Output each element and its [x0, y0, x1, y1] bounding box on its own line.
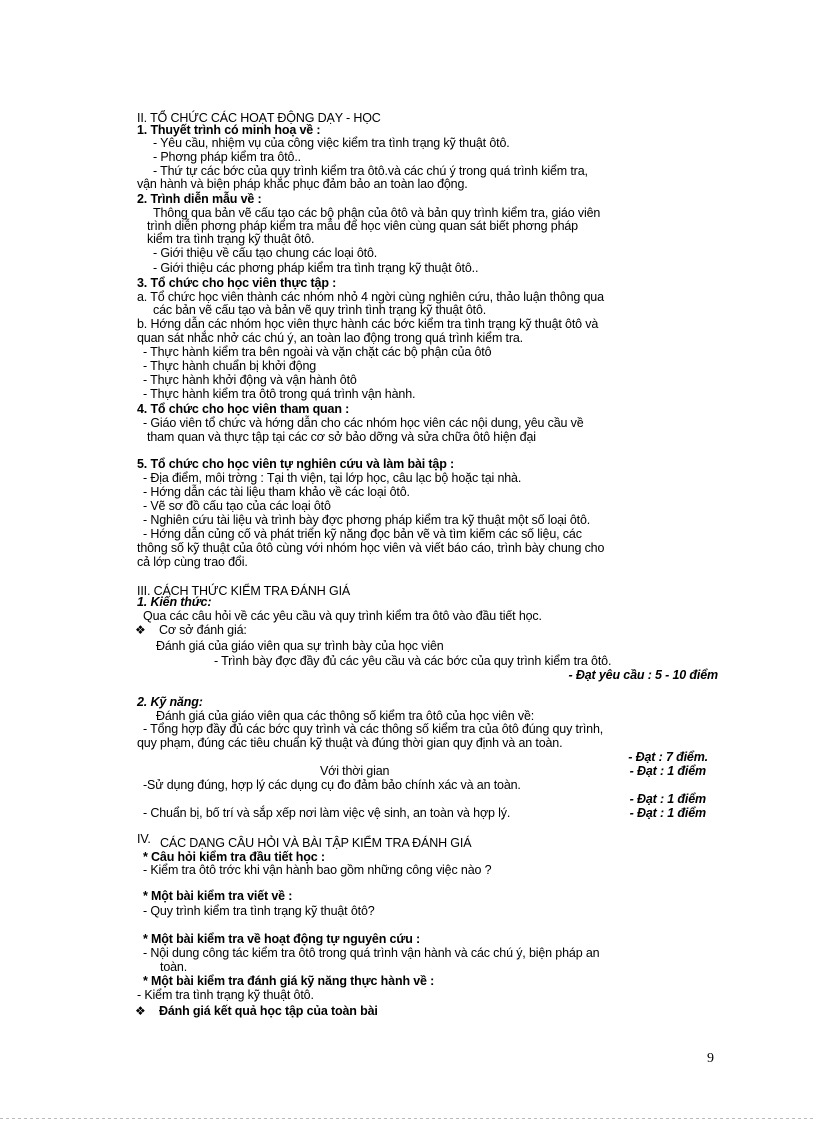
subheading-kien-thuc: 1. Kiến thức: [137, 595, 212, 609]
score-label: - Đạt : 1 điểm [629, 806, 706, 820]
text-line: cả lớp cùng trao đổi. [137, 555, 248, 569]
subheading-5: 5. Tổ chức cho học viên tự nghiên cứu và làm bài tập : [137, 457, 455, 471]
text-line: - Tổng hợp đầy đủ các bớc quy trình và các thông số kiểm tra của ôtô đúng quy trình, [143, 722, 604, 736]
text-line: toàn. [160, 960, 188, 974]
text-line: trình diễn phơng pháp kiểm tra mẫu để học viên cùng quan sát biết phơng pháp [147, 219, 578, 233]
text-line: Đánh giá của giáo viên qua các thông số kiểm tra ôtô của học viên về: [156, 709, 535, 723]
text-line: kiểm tra tình trạng kỹ thuật ôtô. [147, 232, 315, 246]
text-line: - Thứ tự các bớc của quy trình kiểm tra ôtô.và các chú ý trong quá trình kiểm tra, [153, 164, 588, 178]
text-line: - Giáo viên tổ chức và hớng dẫn cho các nhóm học viên các nội dung, yêu cầu về [143, 416, 584, 430]
text-line: - Giới thiệu các phơng pháp kiểm tra tình trạng kỹ thuật ôtô.. [153, 261, 479, 275]
text-line: - Địa điểm, môi trờng : Tại th viện, tại lớp học, câu lạc bộ hoặc tại nhà. [143, 471, 522, 485]
score-label: - Đạt yêu cầu : 5 - 10 điểm [568, 668, 718, 682]
text-line: - Hớng dẫn củng cố và phát triển kỹ năng đọc bản vẽ và tìm kiếm các số liệu, các [143, 527, 582, 541]
text-line: thông số kỹ thuật của ôtô cùng với nhóm học viên và viết báo cáo, trình bày chung cho [137, 541, 605, 555]
text-line: - Trình bày đợc đầy đủ các yêu cầu và các bớc của quy trình kiểm tra ôtô. [214, 654, 612, 668]
text-line: - Kiểm tra ôtô trớc khi vận hành bao gồm những công việc nào ? [143, 863, 492, 877]
section-heading-iii: III. CÁCH THỨC KIỂM TRA ĐÁNH GIÁ [137, 584, 351, 598]
text-line: -Sử dụng đúng, hợp lý các dụng cụ đo đảm bảo chính xác và an toàn. [143, 778, 521, 792]
text-line: - Nghiên cứu tài liệu và trình bày đợc phơng pháp kiểm tra kỹ thuật một số loại ôtô. [143, 513, 591, 527]
subheading-3: 3. Tổ chức cho học viên thực tập : [137, 276, 337, 290]
four-diamond-bullet-icon: ❖ [135, 623, 146, 637]
text-line: - Kiểm tra tình trạng kỹ thuật ôtô. [137, 988, 314, 1002]
text-line: - Giới thiệu về cấu tạo chung các loại ôtô. [153, 246, 378, 260]
text-line: - Chuẩn bị, bố trí và sắp xếp nơi làm việc vệ sinh, an toàn và hợp lý. [143, 806, 511, 820]
bullet-line [135, 623, 247, 637]
text-line: - Hớng dẫn các tài liệu tham khảo về các loại ôtô. [143, 485, 410, 499]
text-line: vận hành và biện pháp khắc phục đảm bảo an toàn lao động. [137, 177, 468, 191]
text-line: - Thực hành kiểm tra ôtô trong quá trình vận hành. [143, 387, 416, 401]
subheading-bai-viet: * Một bài kiểm tra viết về : [143, 889, 293, 903]
section-heading-ii: II. TỔ CHỨC CÁC HOẠT ĐỘNG DẠY - HỌC [137, 111, 381, 125]
text-line: Với thời gian [320, 764, 390, 778]
text-line: - Vẽ sơ đồ cấu tạo của các loại ôtô [143, 499, 331, 513]
text-line: - Nội dung công tác kiểm tra ôtô trong quá trình vận hành và các chú ý, biện pháp an [143, 946, 600, 960]
page-bottom-border [0, 1118, 816, 1119]
text-line: quan sát nhắc nhở các chú ý, an toàn lao động trong quá trình kiểm tra. [137, 331, 523, 345]
bullet-text: Đánh giá kết quả học tập của toàn bài [158, 1004, 378, 1018]
subheading-cau-hoi: * Câu hỏi kiểm tra đầu tiết học : [143, 850, 325, 864]
bullet-text: Cơ sở đánh giá: [158, 623, 247, 637]
section-heading-iv: CÁC DẠNG CÂU HỎI VÀ BÀI TẬP KIỂM TRA ĐÁNH GIÁ [160, 836, 472, 850]
text-line: Đánh giá của giáo viên qua sự trình bày của học viên [156, 639, 444, 653]
text-line: các bản vẽ cấu tạo và bản vẽ quy trình tình trạng kỹ thuật ôtô. [153, 303, 487, 317]
text-line: - Thực hành kiểm tra bên ngoài và vặn chặt các bộ phận của ôtô [143, 345, 492, 359]
subheading-ky-nang: 2. Kỹ năng: [137, 695, 203, 709]
text-line: quy phạm, đúng các tiêu chuẩn kỹ thuật và đúng thời gian quy định và an toàn. [137, 736, 563, 750]
score-label: - Đạt : 1 điểm [629, 792, 706, 806]
subheading-4: 4. Tổ chức cho học viên tham quan : [137, 402, 350, 416]
text-line: tham quan và thực tập tại các cơ sở bảo dỡng và sửa chữa ôtô hiện đại [147, 430, 536, 444]
subheading-1: 1. Thuyết trình có minh hoạ về : [137, 123, 321, 137]
score-label: - Đạt : 1 điểm [629, 764, 706, 778]
subheading-tu-nghien-cuu: * Một bài kiểm tra về hoạt động tự nguyên cứu : [143, 932, 421, 946]
text-line: - Phơng pháp kiểm tra ôtô.. [153, 150, 301, 164]
text-line: - Thực hành khởi động và vận hành ôtô [143, 373, 357, 387]
text-line: b. Hớng dẫn các nhóm học viên thực hành các bớc kiểm tra tình trạng kỹ thuật ôtô và [137, 317, 599, 331]
text-line: - Quy trình kiểm tra tình trạng kỹ thuật ôtô? [143, 904, 375, 918]
bullet-line [135, 1004, 378, 1018]
text-line: Qua các câu hỏi về các yêu cầu và quy trình kiểm tra ôtô vào đầu tiết học. [143, 609, 542, 623]
four-diamond-bullet-icon: ❖ [135, 1004, 146, 1018]
text-line: - Thực hành chuẩn bị khởi động [143, 359, 317, 373]
text-line: - Yêu cầu, nhiệm vụ của công việc kiểm tra tình trạng kỹ thuật ôtô. [153, 136, 510, 150]
text-line: Thông qua bản vẽ cấu tạo các bộ phận của ôtô và bản quy trình kiểm tra, giáo viên [153, 206, 601, 220]
subheading-2: 2. Trình diễn mẫu về : [137, 192, 262, 206]
subheading-ky-nang-thuc-hanh: * Một bài kiểm tra đánh giá kỹ năng thực hành về : [143, 974, 435, 988]
text-line: a. Tổ chức học viên thành các nhóm nhỏ 4 ngời cùng nghiên cứu, thảo luận thông qua [137, 290, 604, 304]
section-number-iv: IV. [137, 832, 151, 846]
score-label: - Đạt : 7 điểm. [628, 750, 708, 764]
page-number: 9 [707, 1051, 714, 1066]
